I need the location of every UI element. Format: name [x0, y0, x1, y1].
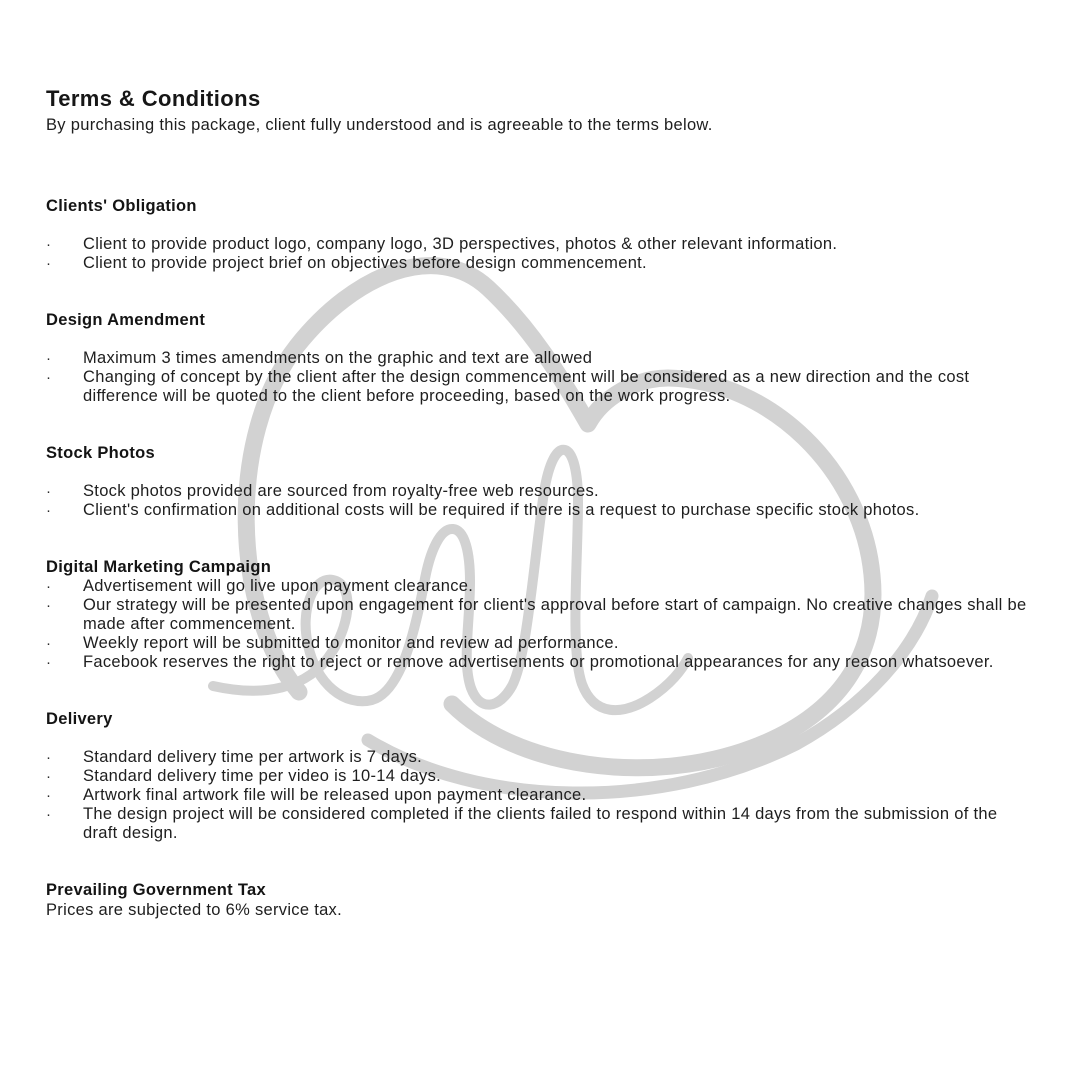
bullet-text: Changing of concept by the client after the design commencement will be considered as a new direction and the cost difference will be quoted to the client before proceeding, based on the work progress. — [83, 368, 970, 405]
section-heading: Digital Marketing Campaign — [46, 558, 272, 576]
bullet-marker: · — [46, 654, 51, 671]
bullet-marker: · — [46, 578, 51, 595]
bullet-marker: · — [46, 749, 51, 766]
bullet-marker: · — [46, 768, 51, 785]
bullet-list — [46, 577, 1034, 672]
bullet-marker: · — [46, 483, 51, 500]
bullet-text: Advertisement will go live upon payment clearance. — [83, 577, 474, 595]
bullet-item — [46, 805, 1034, 843]
bullet-text: Client to provide product logo, company logo, 3D perspectives, photos & other relevant information. — [83, 235, 838, 253]
bullet-item — [46, 501, 1034, 520]
section-design-amendment — [46, 311, 1034, 406]
bullet-marker: · — [46, 502, 51, 519]
bullet-list — [46, 482, 1034, 520]
page-title: Terms & Conditions — [46, 86, 261, 111]
bullet-marker: · — [46, 369, 51, 386]
bullet-marker: · — [46, 635, 51, 652]
bullet-item — [46, 254, 1034, 273]
section-prevailing-government-tax — [46, 881, 1034, 920]
bullet-item — [46, 786, 1034, 805]
bullet-item — [46, 349, 1034, 368]
bullet-item — [46, 767, 1034, 786]
bullet-item — [46, 577, 1034, 596]
bullet-marker: · — [46, 255, 51, 272]
section-stock-photos — [46, 444, 1034, 520]
bullet-marker: · — [46, 597, 51, 614]
sections-container — [46, 197, 1034, 920]
bullet-list — [46, 349, 1034, 406]
bullet-text: Our strategy will be presented upon engagement for client's approval before start of campaign. No creative changes shall be made after commencement. — [83, 596, 1027, 633]
bullet-item — [46, 634, 1034, 653]
bullet-text: Maximum 3 times amendments on the graphic and text are allowed — [83, 349, 593, 367]
bullet-marker: · — [46, 236, 51, 253]
bullet-text: Client's confirmation on additional costs will be required if there is a request to purchase specific stock photos. — [83, 501, 920, 519]
bullet-text: Weekly report will be submitted to monitor and review ad performance. — [83, 634, 619, 652]
bullet-text: Stock photos provided are sourced from royalty-free web resources. — [83, 482, 599, 500]
section-digital-marketing-campaign — [46, 558, 1034, 672]
bullet-item — [46, 235, 1034, 254]
bullet-text: Facebook reserves the right to reject or remove advertisements or promotional appearances for any reason whatsoever. — [83, 653, 994, 671]
document-content — [46, 86, 1034, 920]
bullet-item — [46, 368, 1034, 406]
section-delivery — [46, 710, 1034, 843]
bullet-item — [46, 482, 1034, 501]
bullet-text: Client to provide project brief on objectives before design commencement. — [83, 254, 647, 272]
section-heading: Stock Photos — [46, 444, 156, 462]
bullet-marker: · — [46, 350, 51, 367]
bullet-marker: · — [46, 787, 51, 804]
page-subtitle: By purchasing this package, client fully understood and is agreeable to the terms below. — [46, 116, 713, 134]
section-paragraph: Prices are subjected to 6% service tax. — [46, 901, 342, 919]
bullet-text: Standard delivery time per video is 10-14 days. — [83, 767, 442, 785]
section-heading: Clients' Obligation — [46, 197, 197, 215]
bullet-item — [46, 596, 1034, 634]
section-heading: Delivery — [46, 710, 113, 728]
bullet-text: The design project will be considered completed if the clients failed to respond within 14 days from the submission of the draft design. — [83, 805, 998, 842]
section-heading: Design Amendment — [46, 311, 206, 329]
bullet-marker: · — [46, 806, 51, 823]
bullet-item — [46, 653, 1034, 672]
bullet-list — [46, 748, 1034, 843]
bullet-text: Standard delivery time per artwork is 7 days. — [83, 748, 423, 766]
bullet-item — [46, 748, 1034, 767]
bullet-list — [46, 235, 1034, 273]
section-heading: Prevailing Government Tax — [46, 881, 266, 899]
bullet-text: Artwork final artwork file will be released upon payment clearance. — [83, 786, 587, 804]
section-clients-obligation — [46, 197, 1034, 273]
